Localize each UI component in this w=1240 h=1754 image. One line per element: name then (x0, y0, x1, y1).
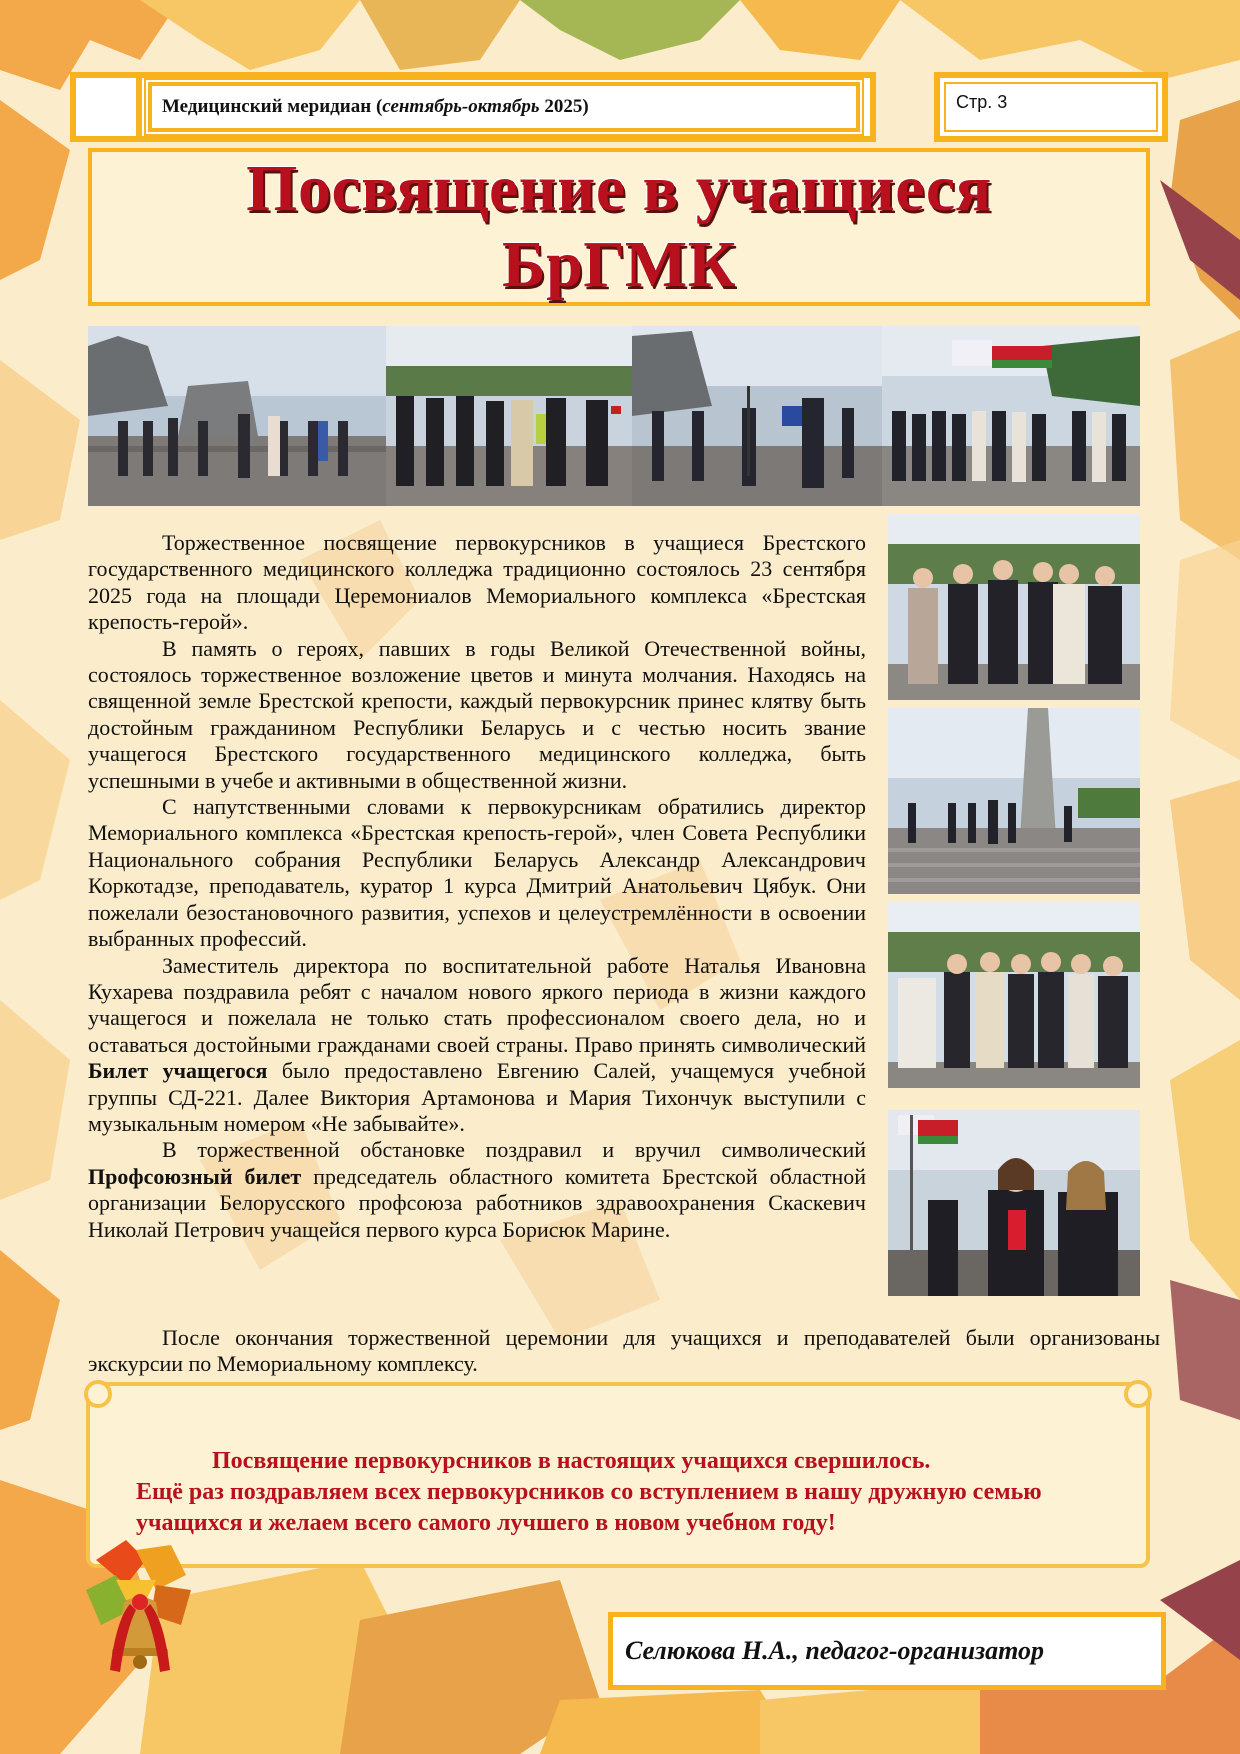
page-title-line2: БрГМК (501, 228, 737, 301)
article-paragraph-4 (88, 953, 866, 1138)
closing-message-box (86, 1382, 1150, 1568)
newspaper-name: Медицинский меридиан (162, 96, 372, 117)
author-signature: Селюкова Н.А., педагог-организатор (608, 1612, 1166, 1690)
article-paragraph-5-start: В торжественной обстановке поздравил и вручил символический (162, 1137, 866, 1163)
students-with-flags-photo (882, 326, 1140, 506)
page-number-box (934, 72, 1168, 142)
closing-line-1: Посвящение первокурсников в настоящих учащихся свершилось. (212, 1448, 931, 1474)
article-paragraph-4-end: было предоставлено Евгению Салей, учащемуся учебной группы СД-221. Далее Виктория Артамонова и Мария Тихончук выступили с музыкальным номером «Не забывайте». (88, 1058, 866, 1136)
student-ticket-bold: Билет учащегося (88, 1058, 268, 1084)
article-paragraph-6: После окончания торжественной церемонии для учащихся и преподавателей были организованы экскурсии по Мемориальному комплексу. (88, 1325, 1160, 1377)
school-bell-icon (86, 1540, 194, 1690)
article-paragraph-2: В память о героях, павших в годы Великой Отечественной войны, состоялось торжественное возложение цветов и минута молчания. Находясь на священной земле Брестской крепости, каждый первокурсник принес клятву быть достойным гражданином Республики Беларусь и с честью носить звание учащегося Брестского государственного медицинского колледжа, быть успешными в учебе и активными в общественной жизни. (88, 635, 866, 793)
article-paragraph-3: С напутственными словами к первокурсникам обратились директор Мемориального комплекса «Брестская крепость-герой», член Совета Республики Национального собрания Республики Беларусь Александр Александрович Коркотадзе, преподаватель, куратор 1 курса Дмитрий Анатольевич Цябук. Они пожелали безостановочного развития, успехов и целеустремлённости в освоении выбранных профессий. (88, 794, 866, 952)
speakers-at-microphone-photo (632, 326, 884, 506)
title-box (88, 148, 1150, 306)
issue-year: 2025 (544, 96, 583, 117)
article-body (88, 530, 866, 1243)
issue-period: сентябрь-октябрь (382, 96, 540, 117)
article-paragraph-5-end: председатель областного комитета Брестской областной организации Белорусского профсоюза работников здравоохранения Скаскевич Николай Петрович учащейся первого курса Борисюк Марине. (88, 1163, 867, 1242)
students-portrait-group-photo (888, 514, 1140, 700)
newspaper-header (70, 72, 876, 142)
female-students-group-photo (888, 902, 1140, 1088)
article-paragraph-5 (88, 1137, 866, 1243)
closing-message (136, 1446, 1134, 1539)
article-paragraph-4-start: Заместитель директора по воспитательной работе Наталья Ивановна Кухарева поздравила ребят с началом нового яркого периода в жизни каждого учащегося и пожелала не только стать профессионалом своего дела, но и оставаться достойными гражданами своей страны. Право принять символический (88, 952, 866, 1057)
union-ticket-bold: Профсоюзный билет (88, 1163, 302, 1189)
newspaper-header-text: Медицинский меридиан ( сентябрь-октябрь 2025 ) (148, 82, 860, 132)
page-number: Стр. 3 (944, 82, 1158, 132)
page-title-line1: Посвящение в учащиеся (246, 152, 992, 225)
students-with-flag-closeup-photo (888, 1110, 1140, 1296)
article-paragraph-1: Торжественное посвящение первокурсников в учащиеся Брестского государственного медицинского колледжа традиционно состоялось 23 сентября 2025 года на площади Церемониалов Мемориального комплекса «Брестская крепость-герой». (88, 530, 866, 635)
memorial-ceremony-wide-photo (88, 326, 388, 506)
obelisk-ceremony-photo (888, 708, 1140, 894)
closing-line-2: Ещё раз поздравляем всех первокурсников со вступлением в нашу дружную семью учащихся и желаем всего самого лучшего в новом учебном году! (136, 1479, 1042, 1536)
students-group-photo (386, 326, 634, 506)
